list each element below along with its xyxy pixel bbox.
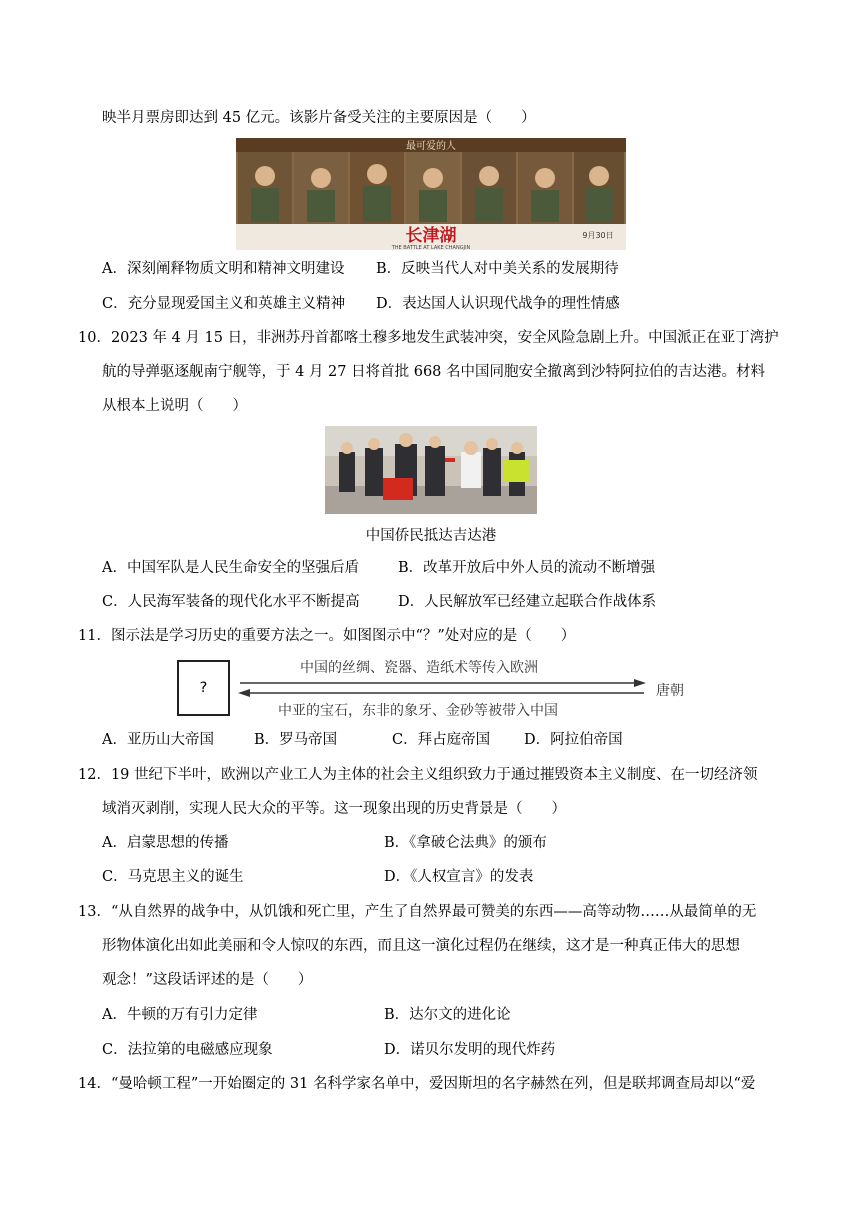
q9-option-a[interactable]: A．深刻阐释物质文明和精神文明建设 — [102, 261, 345, 277]
diagram-bottom-text: 中亚的宝石，东非的象牙、金砂等被带入中国 — [278, 703, 558, 719]
q10-stem-line-3: 从根本上说明（ ） — [102, 398, 247, 414]
q11-stem: 11．图示法是学习历史的重要方法之一。如图图示中“？”处对应的是（ ） — [78, 628, 576, 644]
poster-top-art: 最可爱的人 — [406, 141, 456, 152]
q12-option-b[interactable]: B．《拿破仑法典》的颁布 — [384, 835, 547, 851]
q13-stem-line-1: 13．“从自然界的战争中，从饥饿和死亡里，产生了自然界最可赞美的东西——高等动物……从最简单的无 — [78, 904, 757, 920]
evacuation-photo-caption: 中国侨民抵达吉达港 — [365, 528, 497, 544]
q10-option-d[interactable]: D．人民解放军已经建立起联合作战体系 — [398, 594, 657, 610]
q9-stem-tail: 映半月票房即达到 45 亿元。该影片备受关注的主要原因是（ ） — [102, 110, 536, 126]
q9-option-d[interactable]: D．表达国人认识现代战争的理性情感 — [376, 296, 620, 312]
q9-option-b[interactable]: B．反映当代人对中美关系的发展期待 — [376, 261, 619, 277]
q9-option-c[interactable]: C．充分显现爱国主义和英雄主义精神 — [102, 296, 346, 312]
movie-poster-image — [236, 138, 626, 250]
q12-option-c[interactable]: C．马克思主义的诞生 — [102, 869, 244, 885]
q10-option-c[interactable]: C．人民海军装备的现代化水平不断提高 — [102, 594, 360, 610]
q12-option-a[interactable]: A．启蒙思想的传播 — [102, 835, 229, 851]
q10-option-b[interactable]: B．改革开放后中外人员的流动不断增强 — [398, 560, 656, 576]
q13-option-c[interactable]: C．法拉第的电磁感应现象 — [102, 1042, 273, 1058]
q13-stem-line-2: 形物体演化出如此美丽和令人惊叹的东西，而且这一演化过程仍在继续，这才是一种真正伟大的思想 — [102, 938, 740, 954]
arrow-left-head — [238, 689, 250, 697]
q12-stem-line-2: 域消灭剥削，实现人民大众的平等。这一现象出现的历史背景是（ ） — [102, 801, 566, 817]
diagram-arrows — [236, 677, 650, 699]
poster-subtitle-art: THE BATTLE AT LAKE CHANGJIN — [391, 245, 471, 250]
q10-option-a[interactable]: A．中国军队是人民生命安全的坚强后盾 — [102, 560, 359, 576]
q11-option-b[interactable]: B．罗马帝国 — [254, 732, 338, 748]
evacuation-photo-illustration — [325, 426, 537, 514]
q11-option-d[interactable]: D．阿拉伯帝国 — [524, 732, 623, 748]
diagram-top-text: 中国的丝绸、瓷器、造纸术等传入欧洲 — [300, 660, 538, 676]
diagram-right-label: 唐朝 — [656, 683, 684, 699]
diagram-box-label: ? — [199, 680, 208, 696]
poster-title-art: 长津湖 — [405, 226, 457, 246]
evacuation-photo — [325, 426, 537, 514]
q13-option-b[interactable]: B．达尔文的进化论 — [384, 1007, 511, 1023]
q12-stem-line-1: 12．19 世纪下半叶，欧洲以产业工人为主体的社会主义组织致力于通过摧毁资本主义制度、在一切经济领 — [78, 767, 758, 783]
q12-option-d[interactable]: D．《人权宣言》的发表 — [384, 869, 534, 885]
poster-date-art: 9月30日 — [582, 231, 614, 240]
q14-stem-line-1: 14．“曼哈顿工程”一开始圈定的 31 名科学家名单中，爱因斯坦的名字赫然在列，但是联邦调查局却以“爱 — [78, 1076, 756, 1092]
q10-stem-line-1: 10．2023 年 4 月 15 日，非洲苏丹首都喀土穆多地发生武装冲突，安全风险急剧上升。中国派正在亚丁湾护 — [78, 330, 779, 346]
q13-option-d[interactable]: D．诺贝尔发明的现代炸药 — [384, 1042, 556, 1058]
q11-option-a[interactable]: A．亚历山大帝国 — [102, 732, 214, 748]
arrow-right-head — [634, 679, 646, 687]
movie-poster-illustration — [236, 138, 626, 250]
q11-option-c[interactable]: C．拜占庭帝国 — [392, 732, 491, 748]
q10-stem-line-2: 航的导弹驱逐舰南宁舰等，于 4 月 27 日将首批 668 名中国同胞安全撤离到沙特阿拉伯的吉达港。材料 — [102, 364, 766, 380]
q13-option-a[interactable]: A．牛顿的万有引力定律 — [102, 1007, 258, 1023]
diagram-unknown-box — [177, 660, 230, 716]
q13-stem-line-3: 观念！”这段话评述的是（ ） — [102, 972, 313, 988]
